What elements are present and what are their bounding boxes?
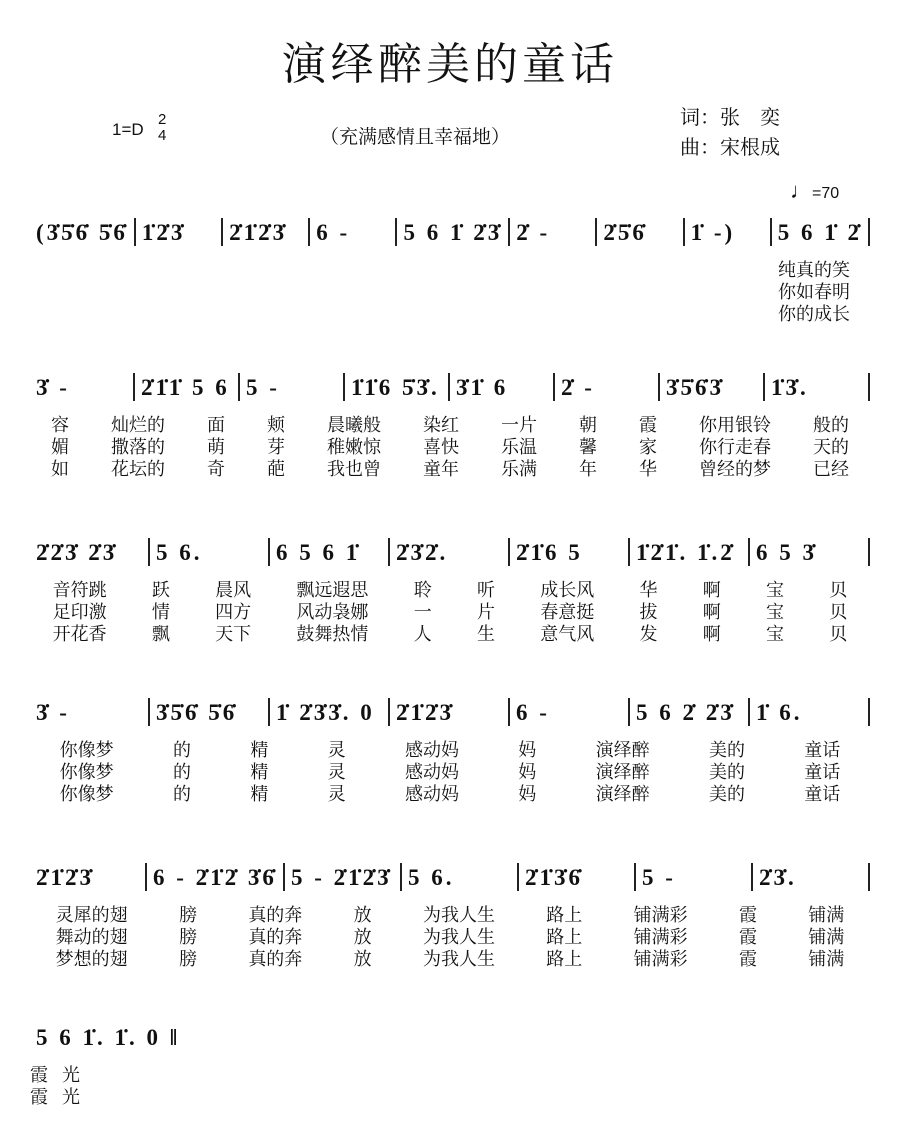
lyric-word: 精 [250,784,269,805]
measure: 1̇ -) [690,220,736,245]
lyric-word: 我也曾 [327,459,381,480]
lyric-line [30,459,870,481]
measure: 2̇1̇1̇ 5 6 [141,375,230,400]
measure: 1̇2̇3̇ [141,220,186,245]
music-system [30,690,870,806]
lyric-word: 已经 [813,459,849,480]
measure: 2̇3̇. [759,865,797,890]
lyric-word: 音符跳 [52,580,107,601]
notation-line [30,855,870,891]
lyric-word: 乐温 [501,437,537,458]
bar-line [868,698,870,726]
lyric-word: 片 [476,602,495,623]
lyric-word: 膀 [178,949,197,970]
lyric-word: 梦想的翅 [55,949,128,970]
lyric-word: 的 [172,740,191,761]
lyric-line [30,740,870,762]
music-system [30,1015,270,1109]
measure: 3̇ - [36,700,70,725]
lyric-word: 华 [639,580,658,601]
lyric-word: 宝 [766,580,785,601]
measure: 6 - [516,700,550,725]
lyric-word: 听 [476,580,495,601]
lyric-word: 铺满 [808,927,845,948]
lyric-word: 你像梦 [59,740,114,761]
lyric-word: 面 [207,415,225,436]
lyric-word: 灵犀的翅 [55,905,128,926]
measure: 1̇ 2̇3̇3̇. 0 [276,700,375,725]
lyric-word: 人 [413,624,432,645]
lyric-word: 成长风 [540,580,595,601]
lyric-word: 为我人生 [422,927,495,948]
lyric-word: 意气风 [540,624,595,645]
measure: 3̇ - [36,375,70,400]
lyric-word: 萌 [207,437,225,458]
lyric-word: 铺满 [808,905,845,926]
lyric-word: 乐满 [501,459,537,480]
lyric-word: 膀 [178,927,197,948]
lyric-word: 霞 [639,415,657,436]
lyric-word: 飘 [151,624,170,645]
measure: 5 6 1̇ 2̇ [777,220,863,245]
lyric-word: 为我人生 [422,905,495,926]
lyric-word: 四方 [215,602,252,623]
lyric-word: 情 [151,602,170,623]
lyric-line [30,260,870,282]
key-signature: 1=D [112,120,144,139]
lyric-word: 感动妈 [404,784,459,805]
lyric-word: 光 [62,1065,80,1086]
measure: 2̇ - [561,375,595,400]
lyric-word: 拔 [639,602,658,623]
lyric-word: 发 [639,624,658,645]
measure: 3̇5̇6̇ 5̇6̇ [156,700,238,725]
lyric-line [30,580,870,602]
music-system [30,530,870,646]
lyric-line [30,905,870,927]
lyric-line [30,949,870,971]
lyric-word: 春意挺 [540,602,595,623]
measure: 6 - 2̇1̇2̇ 3̇6̇ [153,865,277,890]
bar-line [868,538,870,566]
lyric-line [30,282,870,304]
lyric-word: 演绎醉 [595,762,650,783]
lyric-word: 葩 [267,459,285,480]
bar-line [868,373,870,401]
lyric-word: 华 [639,459,657,480]
lyric-word: 童话 [804,740,841,761]
lyric-word: 光 [62,1087,80,1108]
lyric-word: 贝 [829,580,848,601]
lyric-word: 足印激 [52,602,107,623]
lyric-word: 放 [353,949,372,970]
lyric-word: 曾经的梦 [699,459,771,480]
lyric-line [30,602,870,624]
lyric-word: 飘远遐思 [296,580,369,601]
lyric-word: 铺满彩 [633,927,688,948]
lyric-word: 演绎醉 [595,740,650,761]
lyric-word: 贝 [829,624,848,645]
composer: 曲：宋根成 [680,135,780,159]
lyric-word: 霞 [738,927,757,948]
lyric-word: 霞 [30,1087,48,1108]
lyric-word: 为我人生 [422,949,495,970]
music-system [30,365,870,481]
lyric-word: 膀 [178,905,197,926]
lyric-word: 馨 [579,437,597,458]
measure: 1̇ 6. [756,700,803,725]
measure: 5 - 2̇1̇2̇3̇ [290,865,392,890]
lyric-word: 纯真的笑 [778,260,850,281]
measure: 2̇3̇2̇. [396,540,449,565]
measure: 2̇1̇3̇6̇ [524,865,583,890]
lyric-word: 精 [250,740,269,761]
lyric-line [30,762,870,784]
lyric-word: 容 [51,415,69,436]
measure: 5 6 2̇ 2̇3̇ [636,700,735,725]
lyric-word: 你行走春 [699,437,771,458]
measure: 2̇1̇2̇3̇ [36,865,94,890]
expression-marking: （充满感情且幸福地） [320,126,511,148]
measure: 5 6. [156,540,203,565]
lyric-word: 舞动的翅 [55,927,128,948]
lyric-word: 灵 [327,762,346,783]
lyric-word: 美的 [708,740,745,761]
lyric-word: 朝 [579,415,597,436]
lyric-word: 真的奔 [248,927,303,948]
lyric-line [30,1065,270,1087]
lyric-word: 的 [172,784,191,805]
measure: 2̇2̇3̇ 2̇3̇ [36,540,118,565]
lyric-word: 真的奔 [248,905,303,926]
measure: 6 5 3̇ [756,540,817,565]
lyric-word: 晨曦般 [327,415,381,436]
lyric-word: 跃 [151,580,170,601]
lyric-line [30,624,870,646]
bar-line [868,863,870,891]
lyric-word: 啊 [702,602,721,623]
notation-line [30,210,870,246]
lyric-word: 宝 [766,602,785,623]
lyric-word: 灵 [327,740,346,761]
measure: 1̇1̇6 5̇3̇. [351,375,440,400]
lyric-word: 感动妈 [404,762,459,783]
measure: 2̇1̇2̇3̇ [396,700,454,725]
lyric-word: 你像梦 [59,784,114,805]
lyric-word: 路上 [546,905,583,926]
lyric-word: 妈 [518,762,537,783]
lyric-word: 的 [172,762,191,783]
lyric-word: 铺满 [808,949,845,970]
measure: 2̇ - [516,220,551,245]
lyric-word: 贝 [829,602,848,623]
lyric-word: 童话 [804,784,841,805]
music-system [30,855,870,971]
lyric-line [30,304,870,326]
measure: 3̇1̇ 6 [456,375,509,400]
lyric-word: 聆 [413,580,432,601]
lyric-word: 路上 [546,949,583,970]
lyric-word: 精 [250,762,269,783]
quarter-note-icon: ♩ [790,178,812,203]
notation-line [30,530,870,566]
lyric-word: 美的 [708,784,745,805]
lyric-word: 家 [639,437,657,458]
lyric-word: 宝 [766,624,785,645]
lyric-word: 啊 [702,580,721,601]
lyric-line [30,437,870,459]
lyric-word: 童话 [804,762,841,783]
lyric-word: 啊 [702,624,721,645]
tempo-value: =70 [812,185,840,202]
lyric-word: 放 [353,927,372,948]
lyric-word: 感动妈 [404,740,459,761]
lyric-word: 放 [353,905,372,926]
lyricist: 词：张 奕 [680,105,780,129]
lyric-word: 你像梦 [59,762,114,783]
lyric-word: 你的成长 [778,304,850,325]
lyric-word: 染红 [423,415,459,436]
lyric-word: 稚嫩惊 [327,437,381,458]
notation-line [30,365,870,401]
notation-line [30,690,870,726]
song-title: 演绎醉美的童话 [282,39,618,90]
lyric-word: 路上 [546,927,583,948]
measure: 2̇1̇2̇3̇ [229,220,288,245]
lyric-word: 芽 [267,437,285,458]
credits [680,102,780,162]
lyric-word: 般的 [813,415,849,436]
time-signature [158,112,166,144]
lyric-line [30,415,870,437]
meter-bottom: 4 [158,127,167,144]
measure: 6 5 6 1̇ [276,540,361,565]
lyric-word: 你如春明 [778,282,850,303]
lyric-word: 妈 [518,784,537,805]
lyric-word: 晨风 [215,580,252,601]
lyric-word: 灵 [327,784,346,805]
notation-line [30,1015,270,1051]
lyric-word: 霞 [738,905,757,926]
lyric-word: 喜快 [423,437,459,458]
tempo-marking [790,178,839,204]
measure: 5 6 1̇. 1̇. 0 ‖ [36,1025,181,1050]
lyric-word: 一片 [501,415,537,436]
measure: 1̇2̇1̇. 1̇.2̇ [636,540,735,565]
meter-top: 2 [158,111,167,128]
music-system [30,210,870,326]
measure: 5 6. [407,865,455,890]
lyric-line [30,784,870,806]
lyric-word: 天下 [215,624,252,645]
lyric-word: 媚 [51,437,69,458]
measure: 5 - [246,375,280,400]
lyric-word: 天的 [813,437,849,458]
lyric-word: 一 [413,602,432,623]
lyric-word: 霞 [738,949,757,970]
lyric-word: 妈 [518,740,537,761]
lyric-word: 鼓舞热情 [296,624,369,645]
lyric-word: 演绎醉 [595,784,650,805]
measure: 5 - [641,865,676,890]
measure: (3̇5̇6̇ 5̇6̇ [36,220,128,245]
lyric-word: 年 [579,459,597,480]
lyric-word: 颊 [267,415,285,436]
lyric-word: 风动袅娜 [296,602,369,623]
lyric-word: 灿烂的 [111,415,165,436]
lyric-line [30,1087,270,1109]
bar-line [868,218,870,246]
lyric-word: 如 [51,459,69,480]
lyric-word: 美的 [708,762,745,783]
measure: 6 - [316,220,351,245]
lyric-word: 霞 [30,1065,48,1086]
lyric-line [30,927,870,949]
measure: 2̇5̇6̇ [603,220,647,245]
lyric-word: 童年 [423,459,459,480]
lyric-word: 真的奔 [248,949,303,970]
measure: 2̇1̇6 5 [516,540,583,565]
lyric-word: 奇 [207,459,225,480]
lyric-word: 撒落的 [111,437,165,458]
lyric-word: 生 [476,624,495,645]
lyric-word: 花坛的 [111,459,165,480]
lyric-word: 你用银铃 [699,415,771,436]
lyric-word: 铺满彩 [633,949,688,970]
lyric-word: 铺满彩 [633,905,688,926]
measure: 5 6 1̇ 2̇3̇ [403,220,503,245]
measure: 3̇5̇6̇3̇ [666,375,724,400]
lyric-word: 开花香 [52,624,107,645]
measure: 1̇3̇. [771,375,809,400]
